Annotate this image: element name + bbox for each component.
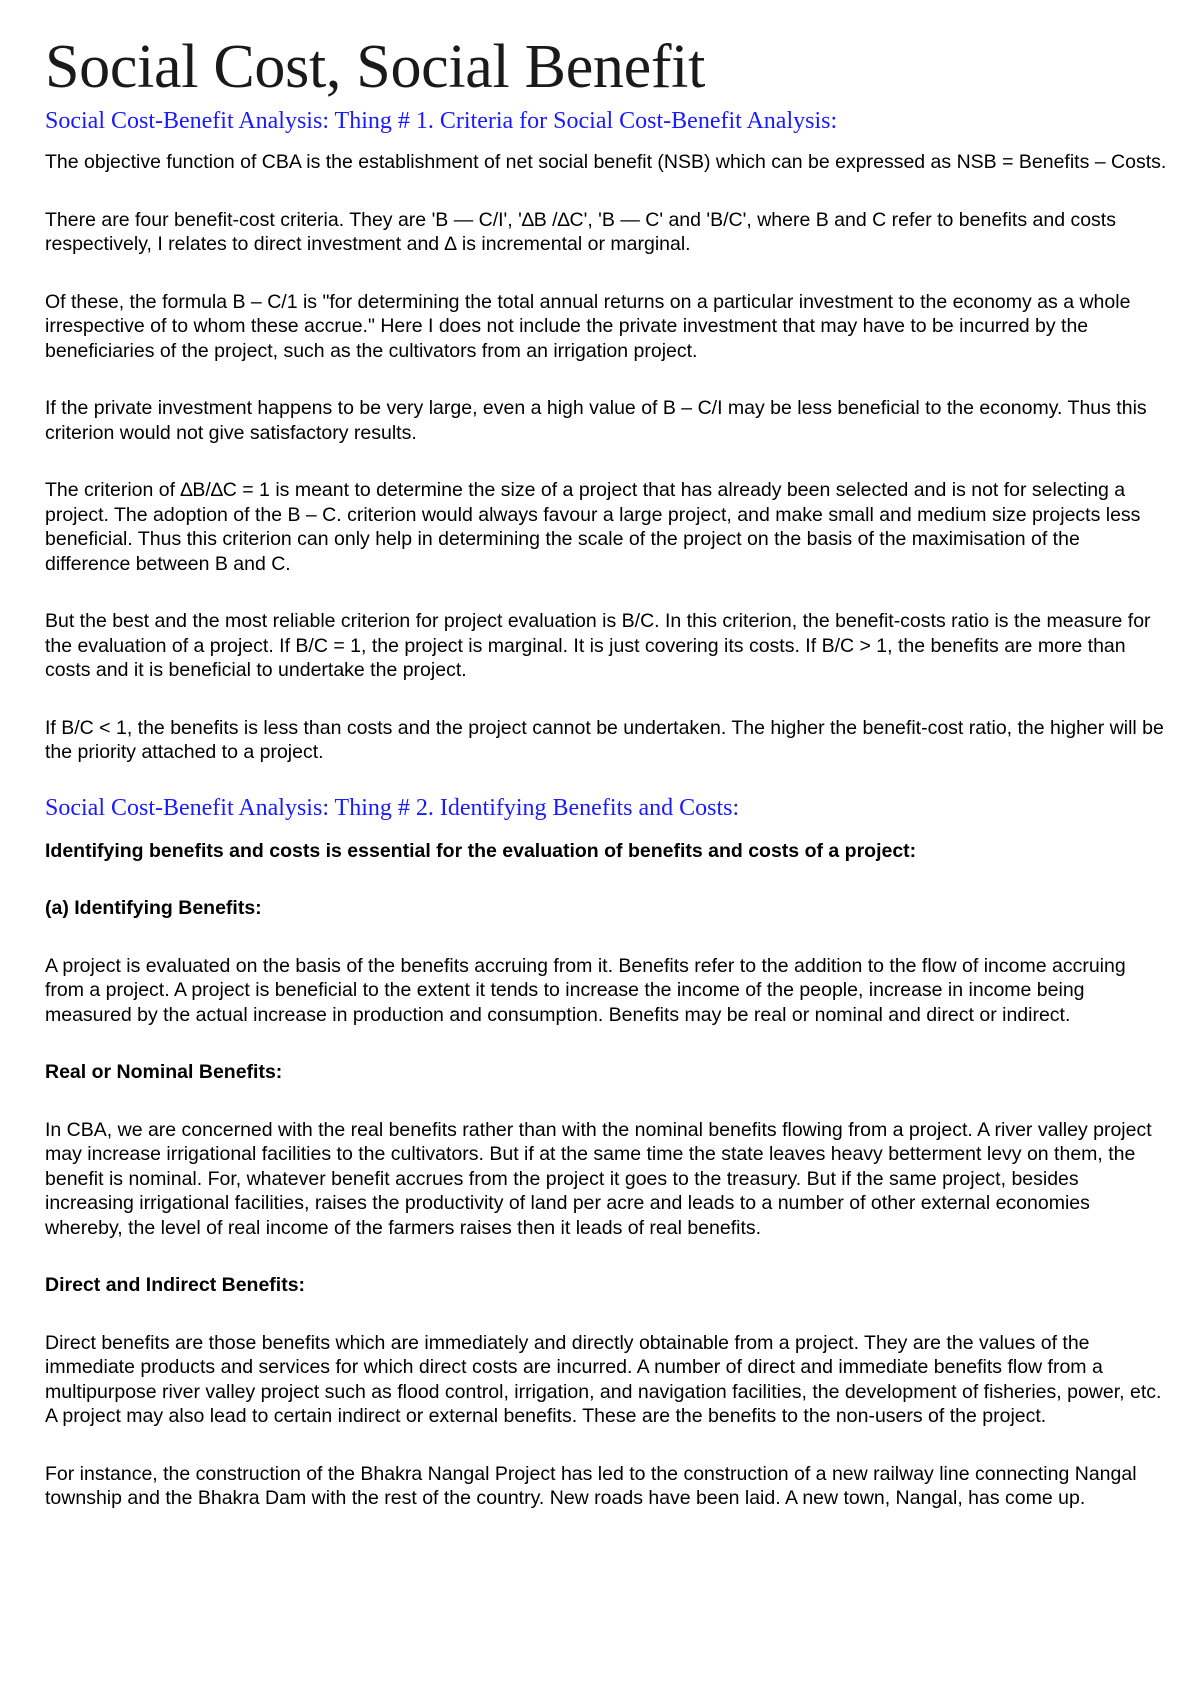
direct-indirect-paragraph: Direct benefits are those benefits which are immediately and directly obtainable from a project. They are the values of the immediate products and services for which direct costs are incurred. A number of direct and immediate benefits flow from a multipurpose river valley project such as flood control, irrigation, and navigation facilities, the development of fisheries, power, etc. A project may also lead to certain indirect or external benefits. These are the benefits to the non-users of the project. — [45, 1331, 1162, 1427]
section-2-heading: Social Cost-Benefit Analysis: Thing # 2. Identifying Benefits and Costs: — [45, 794, 740, 821]
section-2-intro: Identifying benefits and costs is essential for the evaluation of benefits and costs of a project: — [45, 839, 917, 862]
section-1-paragraph: The criterion of ∆B/∆C = 1 is meant to determine the size of a project that has already been selected and is not for selecting a project. The adoption of the B – C. criterion would always favour a large project, and make small and medium size projects less beneficial. Thus this criterion can only help in determining the scale of the project on the basis of the maximisation of the difference between B and C. — [45, 479, 1141, 575]
section-1-paragraph: The objective function of CBA is the establishment of net social benefit (NSB) which can be expressed as NSB = Benefits – Costs. — [45, 151, 1167, 173]
section-1-heading: Social Cost-Benefit Analysis: Thing # 1. Criteria for Social Cost-Benefit Analysis: — [45, 108, 838, 134]
section-1-paragraph: If the private investment happens to be very large, even a high value of B – C/I may be less beneficial to the economy. Thus this criterion would not give satisfactory results. — [45, 397, 1147, 444]
bhakra-nangal-paragraph: For instance, the construction of the Bhakra Nangal Project has led to the construction of a new railway line connecting Nangal township and the Bhakra Dam with the rest of the country. New roads have been laid. A new town, Nangal, has come up. — [45, 1462, 1137, 1509]
real-nominal-subheading: Real or Nominal Benefits: — [45, 1061, 283, 1083]
section-1-paragraph: If B/C < 1, the benefits is less than costs and the project cannot be undertaken. The higher the benefit-cost ratio, the higher will be the priority attached to a project. — [45, 716, 1164, 763]
document-title: Social Cost, Social Benefit — [45, 33, 706, 101]
section-1-paragraph: Of these, the formula B – C/1 is "for determining the total annual returns on a particular investment to the economy as a whole irrespective of to whom these accrue." Here I does not include the private investment that may have to be incurred by the beneficiaries of the project, such as the cultivators from an irrigation project. — [45, 290, 1131, 362]
section-1-paragraph: There are four benefit-cost criteria. They are 'B — C/I', '∆B /∆C', 'B — C' and 'B/C', where B and C refer to benefits and costs respectively, I relates to direct investment and ∆ is incremental or marginal. — [45, 208, 1116, 255]
identifying-benefits-subheading: (a) Identifying Benefits: — [45, 897, 262, 919]
document-page — [45, 30, 1170, 1511]
direct-indirect-subheading: Direct and Indirect Benefits: — [45, 1274, 306, 1296]
real-nominal-paragraph: In CBA, we are concerned with the real benefits rather than with the nominal benefits flowing from a project. A river valley project may increase irrigational facilities to the cultivators. But if at the same time the state leaves heavy betterment levy on them, the benefit is nominal. For, whatever benefit accrues from the project it goes to the treasury. But if the same project, besides increasing irrigational facilities, raises the productivity of land per acre and leads to a number of other external economies whereby, the level of real income of the farmers raises then it leads of real benefits. — [45, 1118, 1152, 1239]
section-1-paragraph: But the best and the most reliable criterion for project evaluation is B/C. In this criterion, the benefit-costs ratio is the measure for the evaluation of a project. If B/C = 1, the project is marginal. It is just covering its costs. If B/C > 1, the benefits are more than costs and it is beneficial to undertake the project. — [45, 610, 1151, 681]
identifying-benefits-paragraph: A project is evaluated on the basis of the benefits accruing from it. Benefits refer to the addition to the flow of income accruing from a project. A project is beneficial to the extent it tends to increase the income of the people, increase in income being measured by the actual increase in production and consumption. Benefits may be real or nominal and direct or indirect. — [45, 954, 1126, 1026]
